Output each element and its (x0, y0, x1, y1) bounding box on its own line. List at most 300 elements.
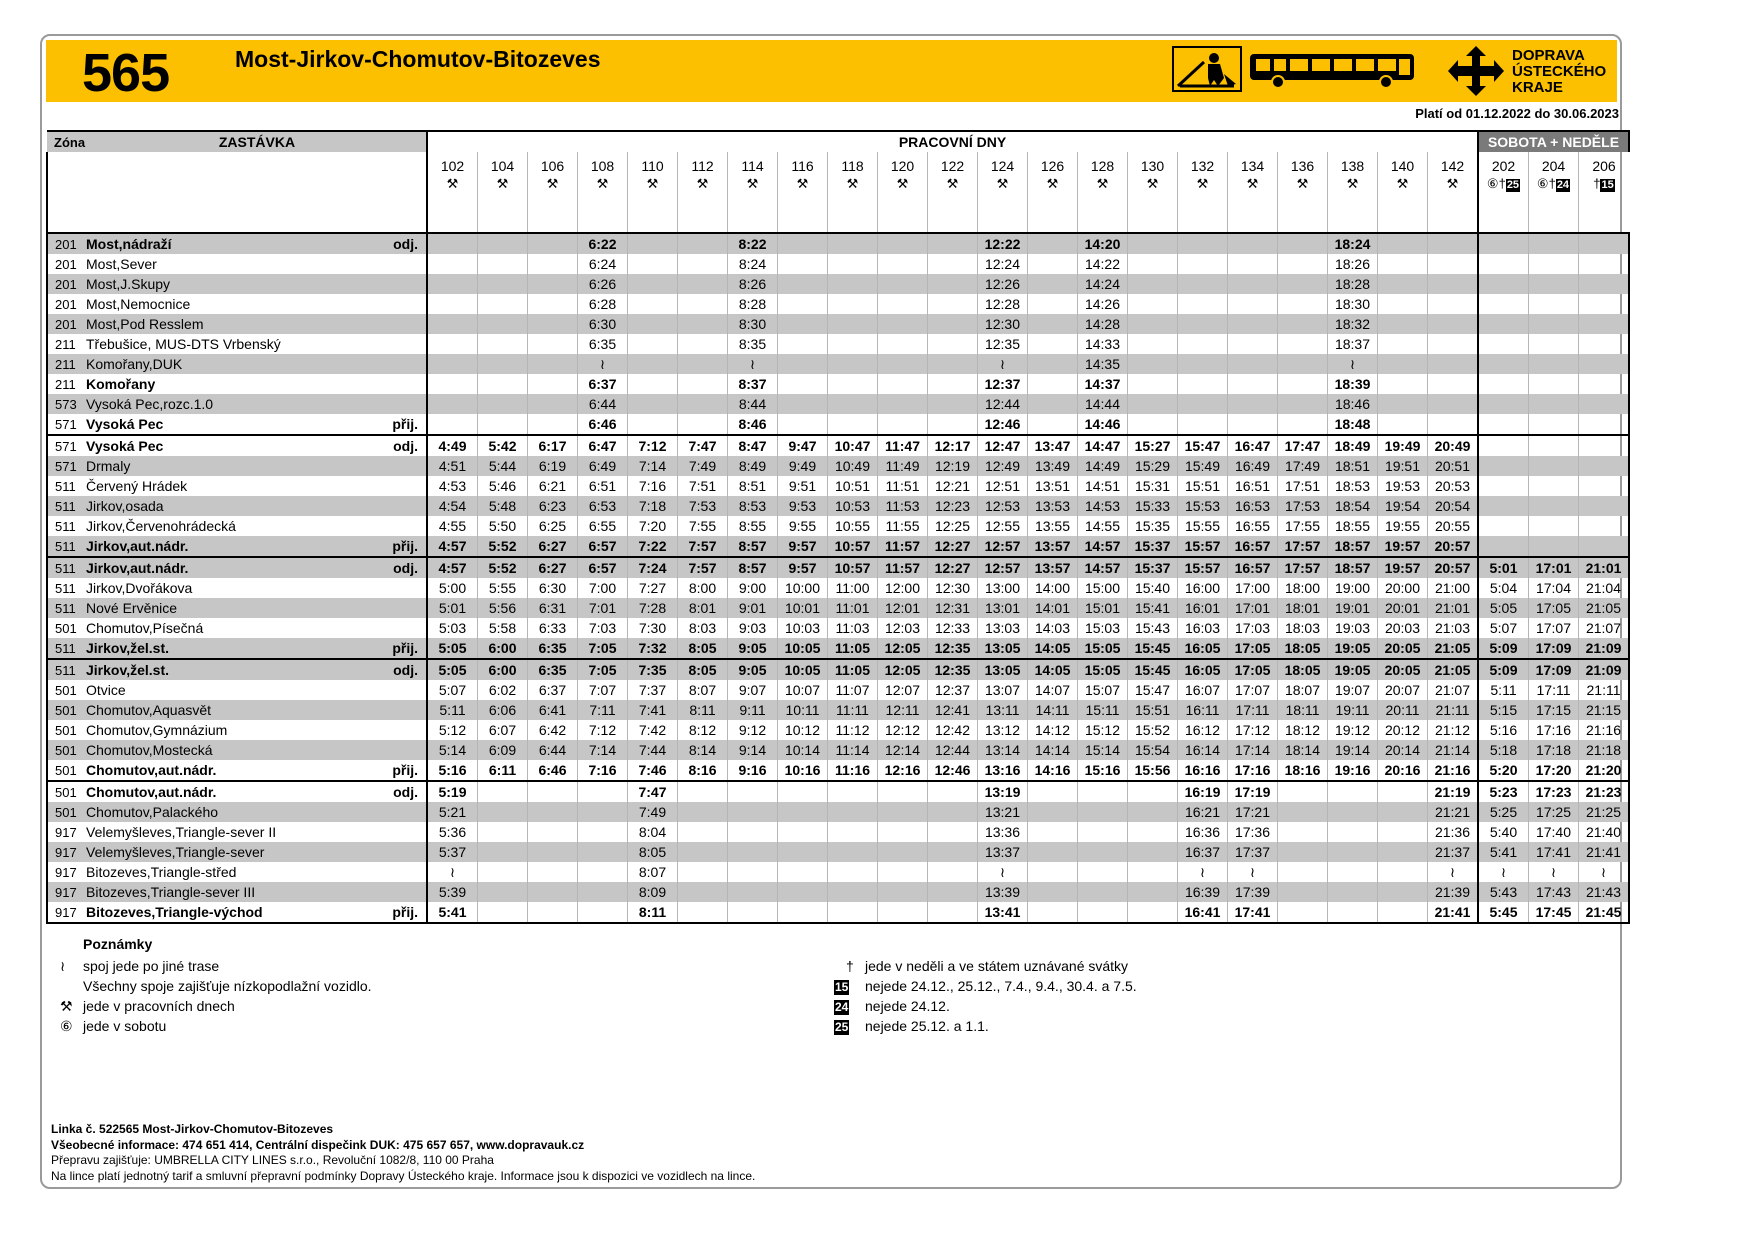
departure-time: 10:01 (778, 598, 828, 618)
departure-time: 12:22 (978, 233, 1028, 254)
departure-time: 17:05 (1529, 598, 1579, 618)
weekend-mark: ⑥† (1536, 176, 1556, 191)
departure-time: 8:11 (628, 902, 678, 923)
departure-time (1278, 294, 1328, 314)
trip-mark (828, 174, 878, 194)
trip-number: 128 (1078, 152, 1128, 174)
departure-time: 5:23 (1478, 781, 1529, 802)
workday-icon: ⚒ (846, 176, 859, 191)
departure-time: 12:37 (978, 374, 1028, 394)
departure-time: 9:57 (778, 557, 828, 578)
departure-time: 8:30 (728, 314, 778, 334)
departure-time (878, 842, 928, 862)
departure-time: 8:51 (728, 476, 778, 496)
stop-name: Červený Hrádek (86, 478, 188, 494)
departure-time: 17:19 (1228, 781, 1278, 802)
departure-time: ≀ (427, 862, 478, 882)
departure-time (528, 862, 578, 882)
workday-icon: ⚒ (546, 176, 559, 191)
departure-time (1278, 274, 1328, 294)
trip-mark (1278, 174, 1328, 194)
departure-time: 19:11 (1328, 700, 1378, 720)
departure-time: 21:25 (1579, 802, 1630, 822)
departure-time (1478, 354, 1529, 374)
trip-number: 104 (478, 152, 528, 174)
departure-time (1478, 334, 1529, 354)
trip-mark (578, 174, 628, 194)
departure-time: 5:11 (427, 700, 478, 720)
departure-time: 14:05 (1028, 638, 1078, 659)
departure-time: 8:05 (628, 842, 678, 862)
departure-time: 10:05 (778, 659, 828, 680)
departure-time (427, 233, 478, 254)
note-text: nejede 24.12. (865, 998, 950, 1014)
arrival-departure-mark (374, 842, 427, 862)
trip-number: 102 (427, 152, 478, 174)
departure-time (928, 294, 978, 314)
departure-time: 6:02 (478, 680, 528, 700)
departure-time: 17:25 (1529, 802, 1579, 822)
departure-time: 6:35 (528, 659, 578, 680)
departure-time (1028, 781, 1078, 802)
departure-time (1529, 516, 1579, 536)
departure-time: 17:53 (1278, 496, 1328, 516)
timetable-row (47, 254, 1629, 274)
departure-time: 21:16 (1579, 720, 1630, 740)
footer-tariff: Na lince platí jednotný tarif a smluvní přepravní podmínky Dopravy Ústeckého kraje. Informace jsou k dispozici ve vozidlech na lince. (51, 1168, 756, 1183)
timetable-row (47, 618, 1629, 638)
departure-time: 5:05 (427, 638, 478, 659)
trip-number: 132 (1178, 152, 1228, 174)
departure-time (1529, 254, 1579, 274)
departure-time: 18:24 (1328, 233, 1378, 254)
zone-number: 501 (47, 700, 86, 720)
departure-time: 20:57 (1428, 536, 1479, 557)
departure-time: 16:57 (1228, 557, 1278, 578)
departure-time (1378, 882, 1428, 902)
departure-time: 15:37 (1128, 557, 1178, 578)
departure-time: 19:01 (1328, 598, 1378, 618)
departure-time: 17:05 (1228, 659, 1278, 680)
departure-time: 7:30 (628, 618, 678, 638)
departure-time: 13:57 (1028, 536, 1078, 557)
trip-mark (1529, 174, 1579, 194)
departure-time: 6:44 (528, 740, 578, 760)
departure-time: 6:37 (578, 374, 628, 394)
departure-time: 8:05 (678, 638, 728, 659)
departure-time (1579, 496, 1630, 516)
departure-time: 12:00 (878, 578, 928, 598)
departure-time: 5:14 (427, 740, 478, 760)
departure-time: 15:45 (1128, 638, 1178, 659)
departure-time (778, 862, 828, 882)
departure-time (1228, 274, 1278, 294)
departure-time (728, 882, 778, 902)
trip-number: 106 (528, 152, 578, 174)
timetable-row (47, 902, 1629, 923)
departure-time (1328, 781, 1378, 802)
workday-icon: ⚒ (1346, 176, 1359, 191)
departure-time (1278, 354, 1328, 374)
departure-time: 20:54 (1428, 496, 1479, 516)
departure-time (928, 842, 978, 862)
departure-time: 21:11 (1579, 680, 1630, 700)
departure-time: 16:49 (1228, 456, 1278, 476)
departure-time (1128, 394, 1178, 414)
departure-time (1529, 233, 1579, 254)
departure-time: 12:31 (928, 598, 978, 618)
departure-time: 18:57 (1328, 557, 1378, 578)
departure-time: 7:20 (628, 516, 678, 536)
departure-time: 21:05 (1428, 638, 1479, 659)
departure-time (1428, 374, 1479, 394)
departure-time (928, 354, 978, 374)
trip-number: 110 (628, 152, 678, 174)
departure-time: 17:37 (1228, 842, 1278, 862)
departure-time: ≀ (978, 354, 1028, 374)
departure-time: 18:51 (1328, 456, 1378, 476)
trip-mark (728, 174, 778, 194)
departure-time (1278, 781, 1328, 802)
departure-time (1178, 233, 1228, 254)
departure-time: 21:07 (1579, 618, 1630, 638)
stop-name: Vysoká Pec (86, 416, 164, 432)
timetable-row (47, 598, 1629, 618)
departure-time (728, 822, 778, 842)
departure-time (1529, 435, 1579, 456)
departure-time: 6:57 (578, 557, 628, 578)
departure-time (478, 781, 528, 802)
departure-time (828, 882, 878, 902)
departure-time: 16:01 (1178, 598, 1228, 618)
departure-time (778, 781, 828, 802)
departure-time: 18:55 (1328, 516, 1378, 536)
departure-time: 20:07 (1378, 680, 1428, 700)
departure-time (1378, 394, 1428, 414)
departure-time: 15:11 (1078, 700, 1128, 720)
departure-time: 17:51 (1278, 476, 1328, 496)
departure-time: 21:01 (1428, 598, 1479, 618)
departure-time: 7:55 (678, 516, 728, 536)
departure-time: 11:53 (878, 496, 928, 516)
departure-time: 7:16 (628, 476, 678, 496)
timetable-row (47, 374, 1629, 394)
blank-cell (478, 194, 528, 233)
departure-time: 21:07 (1428, 680, 1479, 700)
departure-time (928, 802, 978, 822)
trip-number: 204 (1529, 152, 1579, 174)
arrival-departure-mark: odj. (374, 435, 427, 456)
arrival-departure-mark: přij. (392, 416, 418, 432)
departure-time (878, 394, 928, 414)
departure-time: 4:51 (427, 456, 478, 476)
departure-time (628, 414, 678, 435)
departure-time: 12:11 (878, 700, 928, 720)
departure-time (1028, 882, 1078, 902)
departure-time (1478, 456, 1529, 476)
departure-time (1028, 354, 1078, 374)
departure-time: 20:14 (1378, 740, 1428, 760)
departure-time: 17:16 (1529, 720, 1579, 740)
departure-time (478, 882, 528, 902)
departure-time: 11:57 (878, 557, 928, 578)
departure-time: 20:11 (1378, 700, 1428, 720)
departure-time (878, 274, 928, 294)
departure-time (878, 902, 928, 923)
workday-icon: ⚒ (1196, 176, 1209, 191)
departure-time (828, 334, 878, 354)
departure-time: 7:12 (578, 720, 628, 740)
stop-name: Jirkov,Červenohrádecká (86, 518, 236, 534)
footer-contact: Všeobecné informace: 474 651 414, Centrální dispečink DUK: 475 657 657, www.dopravauk.cz (51, 1137, 585, 1152)
departure-time (1128, 902, 1178, 923)
departure-time: 5:16 (427, 760, 478, 781)
zone-number: 211 (47, 334, 86, 354)
stop-name: Jirkov,žel.st. (86, 638, 374, 659)
departure-time (528, 802, 578, 822)
departure-time: 5:03 (427, 618, 478, 638)
departure-time: 21:21 (1428, 802, 1479, 822)
departure-time: 12:30 (928, 578, 978, 598)
departure-time: 16:05 (1178, 659, 1228, 680)
weekend-mark: ⑥† (1486, 176, 1506, 191)
departure-time (1078, 862, 1128, 882)
departure-time: 17:09 (1529, 659, 1579, 680)
workday-icon: ⚒ (796, 176, 809, 191)
departure-time: 5:50 (478, 516, 528, 536)
arrival-departure-mark: odj. (374, 233, 427, 254)
departure-time (1128, 233, 1178, 254)
arrival-departure-mark (374, 354, 427, 374)
stop-name: Bitozeves,Triangle-východ (86, 902, 374, 923)
departure-time: 5:41 (427, 902, 478, 923)
departure-time (1128, 294, 1178, 314)
departure-time: 9:51 (778, 476, 828, 496)
departure-time (1579, 314, 1630, 334)
departure-time: 14:49 (1078, 456, 1128, 476)
stop-name: Vysoká Pec (86, 435, 374, 456)
departure-time: 5:21 (427, 802, 478, 822)
departure-time: 5:16 (1478, 720, 1529, 740)
trip-mark (1478, 174, 1529, 194)
departure-time (828, 781, 878, 802)
departure-time: 18:48 (1328, 414, 1378, 435)
departure-time (1228, 394, 1278, 414)
departure-time (878, 781, 928, 802)
departure-time: 8:12 (678, 720, 728, 740)
blank-cell (1028, 194, 1078, 233)
departure-time (1278, 254, 1328, 274)
departure-time: 11:01 (828, 598, 878, 618)
departure-time: 21:00 (1428, 578, 1479, 598)
departure-time: 13:21 (978, 802, 1028, 822)
departure-time (1178, 414, 1228, 435)
departure-time: 17:43 (1529, 882, 1579, 902)
departure-time: 6:49 (578, 456, 628, 476)
departure-time: 13:39 (978, 882, 1028, 902)
zone-number: 501 (47, 781, 86, 802)
departure-time (478, 254, 528, 274)
departure-time (478, 314, 528, 334)
departure-time: 12:41 (928, 700, 978, 720)
departure-time (678, 354, 728, 374)
departure-time: 13:16 (978, 760, 1028, 781)
stop-name: Jirkov,žel.st. (86, 659, 374, 680)
departure-time (678, 414, 728, 435)
timetable-row (47, 516, 1629, 536)
departure-time (878, 862, 928, 882)
departure-time (1529, 354, 1579, 374)
departure-time: 18:57 (1328, 536, 1378, 557)
departure-time: 10:57 (828, 557, 878, 578)
departure-time (778, 802, 828, 822)
departure-time: 11:11 (828, 700, 878, 720)
departure-time: 15:49 (1178, 456, 1228, 476)
departure-time: 21:12 (1428, 720, 1479, 740)
departure-time: 18:00 (1278, 578, 1328, 598)
departure-time: 9:57 (778, 536, 828, 557)
departure-time (678, 802, 728, 822)
departure-time (478, 822, 528, 842)
departure-time (1128, 414, 1178, 435)
blank-cell (678, 194, 728, 233)
departure-time (1378, 334, 1428, 354)
trip-mark (1428, 174, 1479, 194)
departure-time (1178, 294, 1228, 314)
departure-time (828, 902, 878, 923)
departure-time: 5:36 (427, 822, 478, 842)
departure-time: 8:44 (728, 394, 778, 414)
arrival-departure-mark (374, 862, 427, 882)
departure-time (528, 334, 578, 354)
departure-time: ≀ (1328, 354, 1378, 374)
timetable-row (47, 233, 1629, 254)
departure-time (1128, 274, 1178, 294)
departure-time: 18:37 (1328, 334, 1378, 354)
blank-cell (1228, 194, 1278, 233)
arrival-departure-mark: odj. (374, 781, 427, 802)
departure-time: 13:05 (978, 638, 1028, 659)
departure-time: 13:55 (1028, 516, 1078, 536)
departure-time: 17:09 (1529, 638, 1579, 659)
departure-time: 12:28 (978, 294, 1028, 314)
timetable-row (47, 862, 1629, 882)
departure-time: 12:05 (878, 638, 928, 659)
departure-time: 12:17 (928, 435, 978, 456)
departure-time: 5:07 (427, 680, 478, 700)
departure-time: 18:54 (1328, 496, 1378, 516)
departure-time: 17:05 (1228, 638, 1278, 659)
departure-time: 10:51 (828, 476, 878, 496)
departure-time (1579, 294, 1630, 314)
departure-time: 5:55 (478, 578, 528, 598)
departure-time (427, 354, 478, 374)
departure-time: 12:30 (978, 314, 1028, 334)
departure-time: 20:53 (1428, 476, 1479, 496)
blank-cell (878, 194, 928, 233)
departure-time (1478, 254, 1529, 274)
departure-time (1178, 274, 1228, 294)
departure-time (1378, 902, 1428, 923)
departure-time: 21:20 (1579, 760, 1630, 781)
departure-time (828, 842, 878, 862)
departure-time: 11:05 (828, 659, 878, 680)
departure-time (1529, 314, 1579, 334)
departure-time: 7:05 (578, 638, 628, 659)
departure-time: 7:47 (678, 435, 728, 456)
departure-time (728, 902, 778, 923)
trip-number: 124 (978, 152, 1028, 174)
stop-name: Nové Ervěnice (86, 598, 374, 618)
departure-time: 14:57 (1078, 536, 1128, 557)
workday-icon: ⚒ (1396, 176, 1409, 191)
timetable-row (47, 822, 1629, 842)
departure-time: 7:14 (578, 740, 628, 760)
departure-time (1128, 314, 1178, 334)
departure-time (778, 414, 828, 435)
arrival-departure-mark: přij. (374, 902, 427, 923)
stop-name: Vysoká Pec,rozc.1.0 (86, 394, 374, 414)
stop-name: Most,nádraží (86, 233, 374, 254)
note-text: jede v pracovních dnech (83, 998, 235, 1014)
departure-time: 14:22 (1078, 254, 1128, 274)
departure-time (1378, 781, 1428, 802)
timetable-row (47, 760, 1629, 781)
zone-number: 501 (47, 740, 86, 760)
departure-time (1378, 274, 1428, 294)
departure-time: 21:41 (1428, 902, 1479, 923)
departure-time (427, 394, 478, 414)
departure-time (728, 781, 778, 802)
departure-time: 6:35 (578, 334, 628, 354)
departure-time: 17:55 (1278, 516, 1328, 536)
timetable-row (47, 354, 1629, 374)
note-symbol-icon: ≀ (60, 958, 66, 974)
departure-time: 21:23 (1579, 781, 1630, 802)
departure-time: 9:47 (778, 435, 828, 456)
departure-time (878, 314, 928, 334)
departure-time (427, 254, 478, 274)
trip-number: 138 (1328, 152, 1378, 174)
zone-number: 917 (47, 862, 86, 882)
trip-mark (878, 174, 928, 194)
departure-time: ≀ (1529, 862, 1579, 882)
zone-number: 201 (47, 233, 86, 254)
departure-time: 9:14 (728, 740, 778, 760)
departure-time: 12:37 (928, 680, 978, 700)
blank-cell (427, 194, 478, 233)
departure-time: 18:46 (1328, 394, 1378, 414)
departure-time (678, 233, 728, 254)
timetable-row (47, 274, 1629, 294)
departure-time (1228, 414, 1278, 435)
departure-time: 17:16 (1228, 760, 1278, 781)
departure-time: 20:00 (1378, 578, 1428, 598)
departure-time: 12:12 (878, 720, 928, 740)
departure-time: 15:07 (1078, 680, 1128, 700)
departure-time: 5:39 (427, 882, 478, 902)
departure-time: 13:05 (978, 659, 1028, 680)
zone-number: 917 (47, 902, 86, 923)
exception-code-badge: 15 (1601, 179, 1614, 191)
departure-time (778, 334, 828, 354)
departure-time: 10:05 (778, 638, 828, 659)
arrival-departure-mark: přij. (392, 762, 418, 778)
note-text: nejede 24.12., 25.12., 7.4., 9.4., 30.4. a 7.5. (865, 978, 1137, 994)
stop-name: Jirkov,Dvořákova (86, 580, 193, 596)
blank-cell (1529, 194, 1579, 233)
departure-time (1078, 902, 1128, 923)
